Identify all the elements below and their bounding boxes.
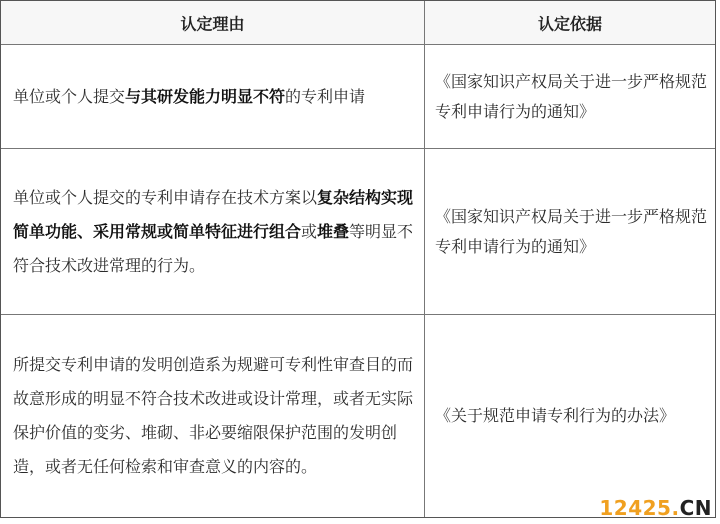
- reason-cell: [1, 45, 425, 148]
- basis-text: 《国家知识产权局关于进一步严格规范专利申请行为的通知》: [435, 206, 708, 256]
- reason-segment: 等明显不符合技术改进常理的行为。: [13, 221, 414, 275]
- header-cell-basis: [425, 1, 715, 44]
- reason-segment: 的专利申请: [285, 86, 366, 106]
- watermark-number: 12425: [599, 496, 672, 520]
- reason-segment: 或: [301, 221, 318, 241]
- reason-segment: 单位或个人提交的专利申请存在技术方案以: [13, 187, 318, 207]
- basis-text: 《关于规范申请专利行为的办法》: [435, 406, 676, 425]
- table-row: [1, 149, 715, 315]
- header-basis-label: 认定依据: [537, 14, 602, 33]
- header-cell-reason: [1, 1, 425, 44]
- watermark-suffix: CN: [679, 496, 712, 520]
- basis-cell: [425, 149, 715, 314]
- reason-cell: [1, 315, 425, 517]
- reason-emphasis: 复杂结构实现简单功能、采用常规或简单特征进行组合: [13, 187, 414, 241]
- reason-text: [13, 181, 414, 283]
- table-header-row: [1, 1, 715, 45]
- reason-cell: [1, 149, 425, 314]
- reason-segment: 所提交专利申请的发明创造系为规避可专利性审查目的而故意形成的明显不符合技术改进或设计常理，或者无实际保护价值的变劣、堆砌、非必要缩限保护范围的发明创造，或者无任何检索和审查意义的内容的。: [13, 355, 414, 476]
- basis-cell: [425, 45, 715, 148]
- reason-text: [13, 80, 414, 114]
- reason-text: [13, 348, 414, 484]
- basis-cell: [425, 315, 715, 517]
- basis-text: 《国家知识产权局关于进一步严格规范专利申请行为的通知》: [435, 71, 708, 121]
- site-watermark: [599, 496, 712, 520]
- header-reason-label: 认定理由: [180, 14, 245, 33]
- reason-emphasis: 堆叠: [317, 221, 350, 241]
- reason-segment: 单位或个人提交: [13, 86, 126, 106]
- watermark-dot: .: [671, 496, 680, 520]
- reason-emphasis: 与其研发能力明显不符: [125, 86, 286, 106]
- table-row: [1, 315, 715, 517]
- table-row: [1, 45, 715, 149]
